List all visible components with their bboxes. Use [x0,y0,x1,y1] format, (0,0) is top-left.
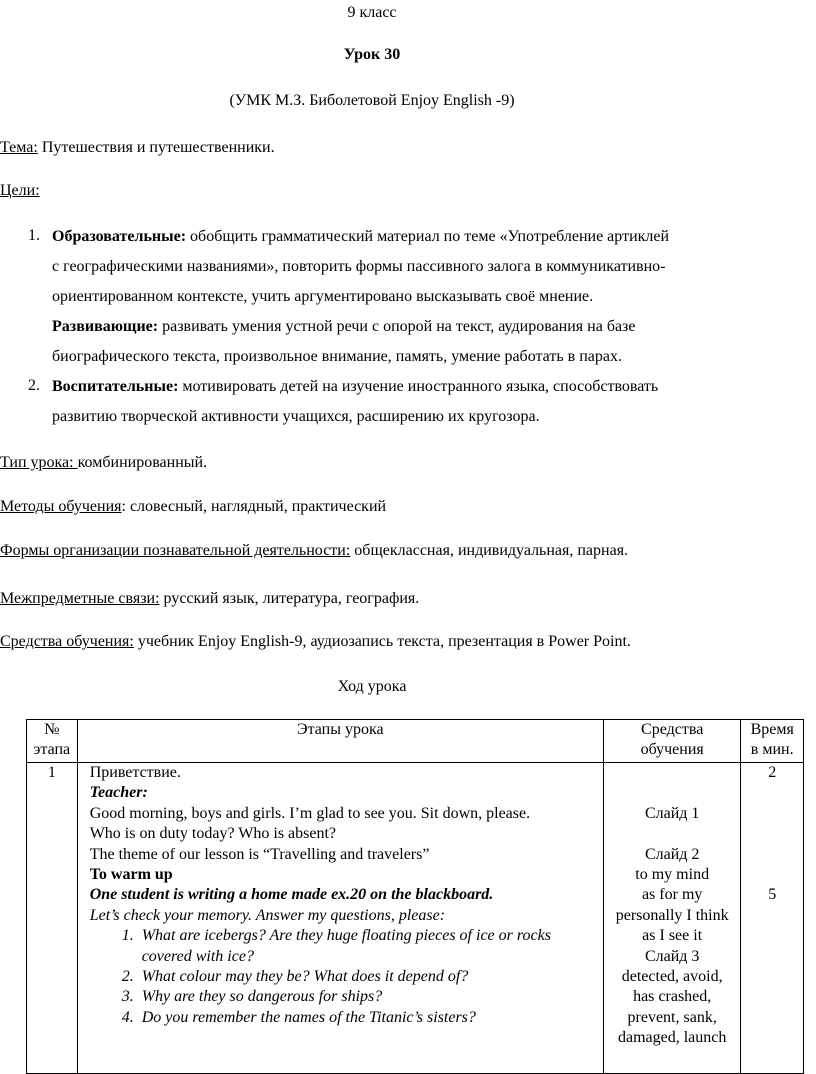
lesson-type-value: комбинированный. [77,454,208,471]
goal-line-text: мотивировать детей на изучение иностранного языка, способствовать [178,378,659,395]
means-value: учебник Enjoy English-9, аудиозапись текста, презентация в Power Point. [133,633,631,650]
goal-line [52,222,752,252]
question-item [118,1008,603,1028]
goals-label [0,182,40,200]
means-item: damaged, launch [617,1029,727,1047]
goal-line [52,342,752,372]
header-num-line2: этапа [33,741,71,759]
row-num: 1 [27,763,78,1074]
question-text: What colour may they be? What does it depend of? [141,968,469,986]
time-value: 2 [768,764,777,781]
header-num [27,720,78,763]
goal-line [52,372,752,402]
question-item [118,987,603,1007]
lesson-plan-table [26,719,804,1074]
question-number: 2. [121,968,134,986]
time-value: 5 [768,886,777,904]
header-time-line1: Время [750,721,794,738]
time-spacer [741,783,803,885]
means-item: to my mind [635,865,710,883]
means-spacer [604,763,740,783]
question-text: What are icebergs? Are they huge floating pieces of ice or rocks covered with ice? [141,927,551,965]
question-number: 1. [121,927,134,945]
goal-line-text: с географическими названиями», повторить формы пассивного залога в коммуникативно- [52,258,666,275]
goals-label-text: Цели: [0,182,40,199]
methods-value: : словесный, наглядный, практический [121,498,387,515]
row-stages [77,763,603,1074]
lesson-type-line [0,454,207,472]
links-line [0,590,419,608]
goal-line-text: обобщить грамматический материал по теме «Употребление артиклей [186,228,670,245]
means-item: has crashed, [633,988,712,1006]
means-item: detected, avoid, [621,968,723,986]
means-item: Слайд 2 [644,845,700,863]
methods-line [0,498,386,516]
goal-line-text: развитию творческой активности учащихся, расширению их кругозора. [52,408,540,425]
topic-label: Тема: [0,139,38,156]
question-number: 3. [121,988,134,1006]
links-value: русский язык, литература, география. [159,590,420,607]
row-time [741,763,804,1074]
header-stages [77,720,603,763]
forms-label: Формы организации познавательной деятельности: [0,542,351,559]
forms-line [0,542,628,560]
methods-label: Методы обучения [0,498,122,515]
means-label: Средства обучения: [0,633,134,650]
stage-line: Good morning, boys and girls. I’m glad to see you. Sit down, please. [89,804,531,822]
goal-line-text: ориентированном контексте, учить аргументировано высказывать своё мнение. [52,288,594,305]
header-stages-text: Этапы урока [297,721,384,738]
header-num-line1: № [44,721,60,738]
plan-title: Ход урока [337,678,407,695]
header-means-line2: обучения [640,741,704,759]
grade-heading: 9 класс [347,4,397,21]
topic-line [0,139,275,157]
means-line [0,633,631,651]
table-header-row [27,720,804,763]
means-item: Слайд 1 [644,804,700,822]
goal-number-2: 2. [28,377,40,394]
goal-line [52,252,752,282]
stage-line: Who is on duty today? Who is absent? [89,825,337,843]
goal-line [52,282,752,312]
goal-line-bold: Развивающие: [52,318,159,335]
stage-teacher-label: Teacher: [89,784,148,802]
goal-item-1 [52,222,752,372]
table-row [27,763,804,1074]
header-means [603,720,740,763]
question-number: 4. [121,1008,134,1026]
header-time [741,720,804,763]
question-text: Do you remember the names of the Titanic’s sisters? [141,1008,476,1026]
topic-value: Путешествия и путешественники. [37,139,275,156]
goal-line-text: биографического текста, произвольное внимание, память, умение работать в парах. [52,348,622,365]
goal-line-bold: Воспитательные: [52,378,179,395]
header-time-line2: в мин. [750,741,794,759]
means-item: Слайд 3 [644,947,700,965]
header-means-line1: Средства [641,721,704,738]
stage-line: The theme of our lesson is “Travelling and travelers” [89,845,430,863]
lesson-type-label: Тип урока: [0,454,78,471]
means-spacer [604,783,740,803]
goal-line [52,312,752,342]
goal-number-1: 1. [28,227,40,244]
means-item: as I see it [642,927,703,945]
textbook-heading: (УМК М.З. Биболетовой Enjoy English -9) [229,92,515,109]
lesson-heading: Урок 30 [343,46,401,63]
forms-value: общеклассная, индивидуальная, парная. [350,542,629,559]
goal-line [52,402,752,432]
stage-greeting: Приветствие. [89,764,181,781]
means-item: personally I think [615,906,729,924]
links-label: Межпредметные связи: [0,590,160,607]
goal-line-bold: Образовательные: [52,228,187,245]
stage-warmup: To warm up [89,866,173,884]
goal-line-text: развивать умения устной речи с опорой на текст, аудирования на базе [158,318,636,335]
stage-task: One student is writing a home made ex.20 on the blackboard. [89,886,494,904]
question-text: Why are they so dangerous for ships? [141,988,383,1006]
goal-item-2 [52,372,752,432]
row-means [603,763,740,1074]
means-spacer [604,824,740,844]
question-item [118,967,603,987]
means-item: prevent, sank, [627,1008,717,1026]
question-item [118,926,603,967]
means-item: as for my [641,886,703,904]
stage-check: Let’s check your memory. Answer my questions, please: [89,906,446,924]
question-list [90,926,603,1028]
